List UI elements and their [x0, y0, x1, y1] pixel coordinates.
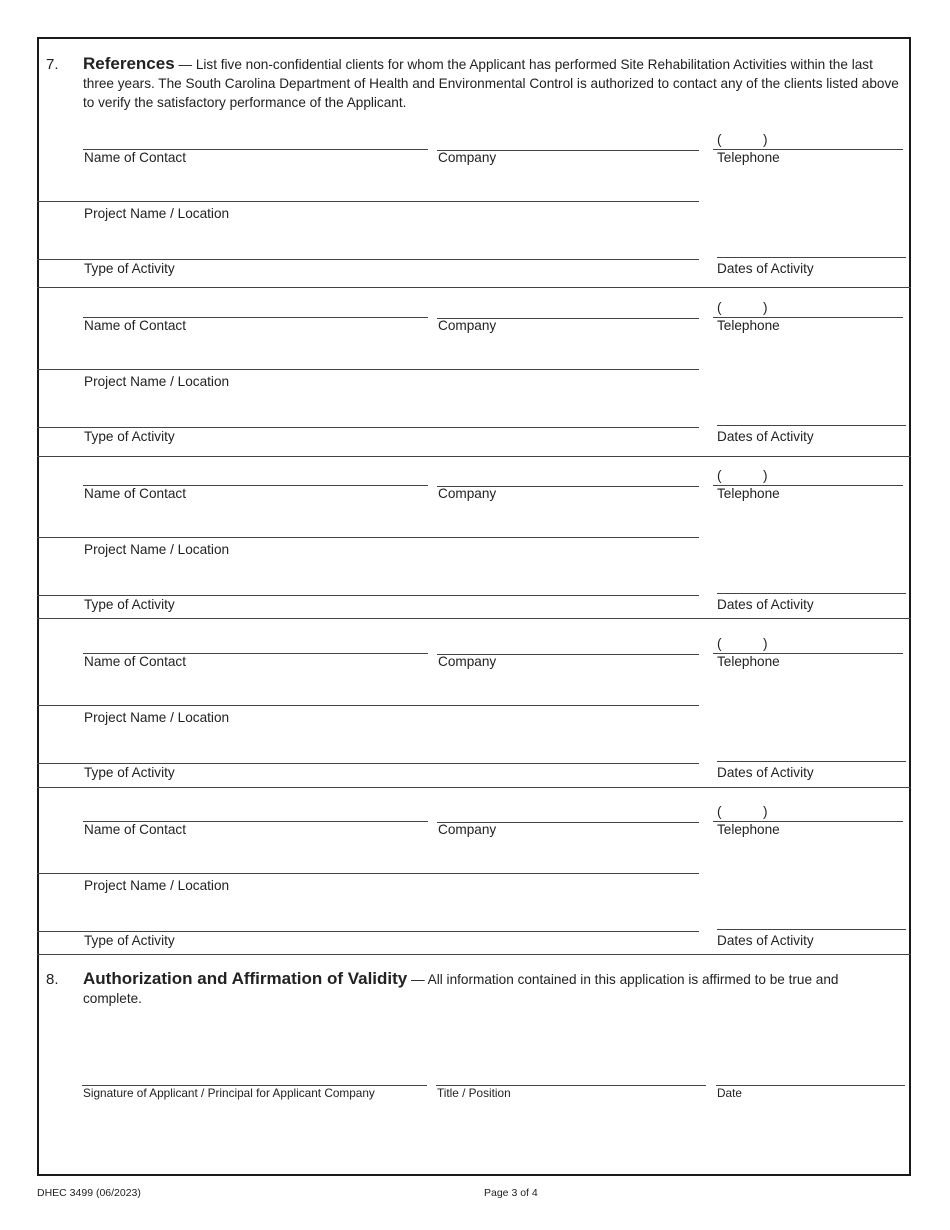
activity-field[interactable] [37, 931, 699, 932]
company-label: Company [438, 150, 497, 165]
telephone-label: Telephone [717, 822, 780, 837]
section-8-intro: — All information contained in this application is affirmed to be true and complete. [83, 972, 839, 1006]
phone-area-close: ) [763, 300, 768, 315]
signature-label: Signature of Applicant / Principal for Applicant Company [83, 1086, 375, 1100]
activity-label: Type of Activity [84, 261, 175, 276]
section-7-intro: — List five non-confidential clients for whom the Applicant has performed Site Rehabilitation Activities within the last three years. The South Carolina Department of Health and Environmental Control is authorized to contact any of the clients listed above to verify the satisfactory performance of the Applicant. [83, 57, 899, 110]
date-field[interactable] [716, 1085, 905, 1086]
dates-field[interactable] [717, 761, 906, 762]
dates-label: Dates of Activity [717, 261, 814, 276]
section-7-number: 7. [46, 56, 59, 73]
project-label: Project Name / Location [84, 206, 230, 221]
project-label: Project Name / Location [84, 542, 230, 557]
dates-field[interactable] [717, 257, 906, 258]
phone-area-close: ) [763, 468, 768, 483]
telephone-label: Telephone [717, 486, 780, 501]
dates-field[interactable] [717, 425, 906, 426]
company-label: Company [438, 486, 497, 501]
phone-area-open: ( [717, 132, 722, 147]
activity-field[interactable] [37, 427, 699, 428]
reference-separator [37, 287, 911, 288]
section-7-title: References [83, 54, 175, 73]
activity-label: Type of Activity [84, 597, 175, 612]
phone-area-close: ) [763, 636, 768, 651]
project-label: Project Name / Location [84, 878, 230, 893]
project-label: Project Name / Location [84, 374, 230, 389]
phone-area-close: ) [763, 804, 768, 819]
activity-field[interactable] [37, 595, 699, 596]
date-label: Date [717, 1086, 742, 1100]
section-8-number: 8. [46, 971, 59, 988]
page-number: Page 3 of 4 [484, 1187, 538, 1199]
activity-label: Type of Activity [84, 429, 175, 444]
dates-label: Dates of Activity [717, 597, 814, 612]
contact-name-label: Name of Contact [84, 318, 186, 333]
project-field[interactable] [37, 369, 699, 370]
telephone-label: Telephone [717, 318, 780, 333]
reference-separator [37, 787, 911, 788]
dates-label: Dates of Activity [717, 765, 814, 780]
phone-area-open: ( [717, 468, 722, 483]
project-field[interactable] [37, 873, 699, 874]
project-field[interactable] [37, 705, 699, 706]
reference-separator [37, 954, 911, 955]
reference-separator [37, 618, 911, 619]
phone-area-open: ( [717, 636, 722, 651]
section-8-intro-block [83, 969, 883, 1008]
project-label: Project Name / Location [84, 710, 230, 725]
contact-name-label: Name of Contact [84, 150, 186, 165]
company-label: Company [438, 318, 497, 333]
activity-field[interactable] [37, 763, 699, 764]
contact-name-label: Name of Contact [84, 486, 186, 501]
phone-area-open: ( [717, 804, 722, 819]
activity-label: Type of Activity [84, 933, 175, 948]
phone-area-open: ( [717, 300, 722, 315]
reference-separator [37, 456, 911, 457]
dates-field[interactable] [717, 593, 906, 594]
telephone-label: Telephone [717, 150, 780, 165]
contact-name-label: Name of Contact [84, 654, 186, 669]
contact-name-label: Name of Contact [84, 822, 186, 837]
dates-label: Dates of Activity [717, 933, 814, 948]
phone-area-close: ) [763, 132, 768, 147]
form-id: DHEC 3499 (06/2023) [37, 1187, 141, 1199]
company-label: Company [438, 654, 497, 669]
project-field[interactable] [37, 201, 699, 202]
section-8-title: Authorization and Affirmation of Validity [83, 969, 408, 988]
dates-field[interactable] [717, 929, 906, 930]
activity-label: Type of Activity [84, 765, 175, 780]
title-position-label: Title / Position [437, 1086, 511, 1100]
activity-field[interactable] [37, 259, 699, 260]
telephone-label: Telephone [717, 654, 780, 669]
section-7-intro-block [83, 54, 901, 112]
company-label: Company [438, 822, 497, 837]
project-field[interactable] [37, 537, 699, 538]
dates-label: Dates of Activity [717, 429, 814, 444]
